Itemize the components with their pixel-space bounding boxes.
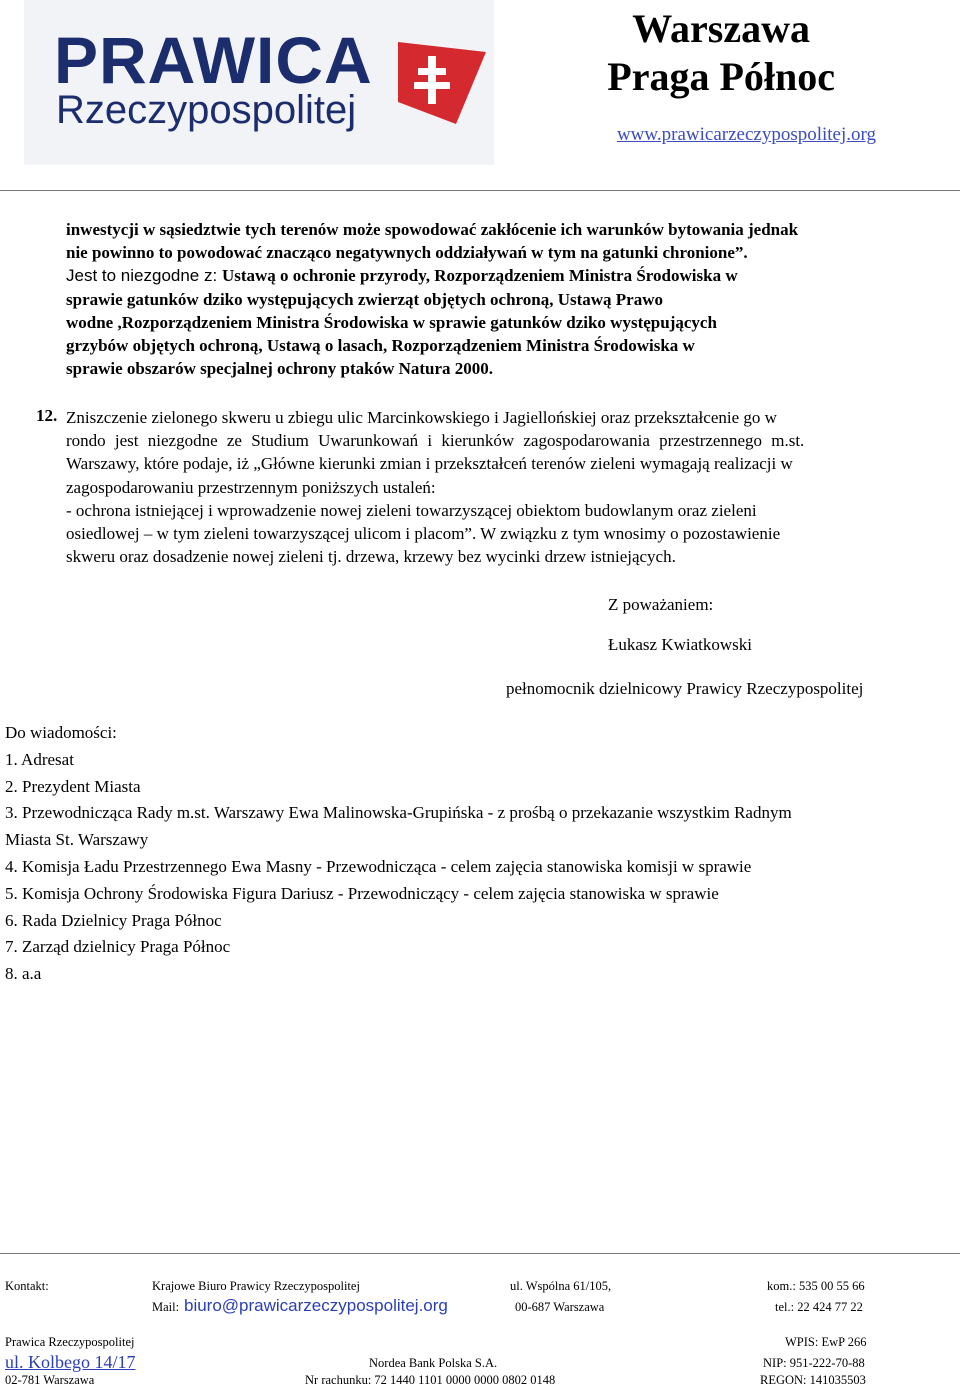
recipients-heading: Do wiadomości: — [5, 723, 117, 742]
postcode: 00-687 Warszawa — [515, 1300, 605, 1314]
bank-account: Nr rachunku: 72 1440 1101 0000 0000 0802 0148 — [305, 1373, 556, 1387]
address-link[interactable]: ul. Kolbego 14/17 — [5, 1352, 136, 1372]
text-line: inwestycji w sąsiedztwie tych terenów może spowodować zakłócenie ich warunków bytowania jednak — [66, 220, 799, 239]
list-item: 6. Rada Dzielnicy Praga Północ — [5, 910, 222, 930]
list-item: 2. Prezydent Miasta — [5, 776, 141, 796]
street-address: ul. Wspólna 61/105, — [510, 1279, 612, 1293]
footer-divider — [0, 1253, 960, 1254]
text-line: sprawie obszarów specjalnej ochrony ptaków Natura 2000. — [66, 359, 494, 379]
text-line: sprawie gatunków dziko występujących zwierząt objętych ochroną, Ustawą Prawo — [66, 289, 664, 309]
signer-name: Łukasz Kwiatkowski — [608, 635, 753, 654]
text-line: zagospodarowaniu przestrzennym poniższych ustaleń: — [66, 477, 436, 497]
nip-number: NIP: 951-222-70-88 — [763, 1356, 865, 1370]
party-logo — [24, 0, 494, 165]
recipients-list — [5, 720, 792, 988]
list-item: 4. Komisja Ładu Przestrzennego Ewa Masny - Przewodnicząca - celem zajęcia stanowiska komisji w sprawie — [5, 856, 752, 876]
list-item: Miasta St. Warszawy — [5, 830, 149, 850]
office-name: Krajowe Biuro Prawicy Rzeczypospolitej — [152, 1279, 360, 1293]
regon-number: REGON: 141035503 — [760, 1373, 866, 1387]
text-line: skweru oraz dosadzenie nowej zieleni tj. drzewa, krzewy bez wycinki drzew istniejących. — [66, 547, 676, 567]
list-item: 1. Adresat — [5, 749, 74, 769]
text-line: Zniszczenie zielonego skweru u zbiegu ulic Marcinkowskiego i Jagiellońskiej oraz przekształcenie go w — [66, 408, 777, 427]
text-line: nie powinno to powodować znacząco negatywnych oddziaływań w tym na gatunki chronione”. — [66, 243, 748, 263]
item-12-text — [66, 406, 956, 568]
logo-title: PRAWICA — [54, 23, 373, 97]
registry-entry: WPIS: EwP 266 — [785, 1335, 867, 1349]
list-item: 3. Przewodnicząca Rady m.st. Warszawy Ewa Malinowska-Grupińska - z prośbą o przekazanie wszystkim Radnym — [5, 803, 792, 823]
text-line: - ochrona istniejącej i wprowadzenie nowej zieleni towarzyszącej obiektom budowlanym oraz zieleni — [66, 500, 757, 520]
text-fragment: Jest to niezgodne z: — [66, 266, 222, 286]
item-number: 12. — [36, 406, 58, 425]
list-item: 8. a.a — [5, 964, 42, 984]
mail-label: Mail: — [152, 1300, 180, 1314]
list-item: 7. Zarząd dzielnicy Praga Północ — [5, 937, 231, 957]
mobile-number: kom.: 535 00 55 66 — [767, 1279, 865, 1293]
logo-subtitle: Rzeczypospolitej — [56, 88, 357, 132]
text-line: Warszawy, które podaje, iż „Główne kierunki zmian i przekształceń terenów zieleni wymagają realizacji w — [66, 454, 793, 474]
text-line: osiedlowej – w tym zieleni towarzyszącej ulicom i placom”. W związku z tym wnosimy o pozostawienie — [66, 524, 781, 544]
flag-cross-icon — [398, 42, 486, 124]
text-line: grzybów objętych ochroną, Ustawą o lasach, Rozporządzeniem Ministra Środowiska w — [66, 336, 695, 356]
email-link[interactable]: biuro@prawicarzeczypospolitej.org — [184, 1296, 448, 1315]
website-link[interactable]: www.prawicarzeczypospolitej.org — [616, 124, 876, 145]
list-item: 5. Komisja Ochrony Środowiska Figura Dariusz - Przewodniczący - celem zajęcia stanowiska w sprawie — [5, 883, 719, 903]
paragraph-continuation — [66, 218, 956, 380]
header-divider — [0, 190, 960, 191]
greeting: Z poważaniem: — [608, 595, 714, 614]
bank-name: Nordea Bank Polska S.A. — [369, 1356, 498, 1370]
contact-label: Kontakt: — [5, 1279, 49, 1293]
city-line2: Praga Północ — [607, 54, 835, 99]
city-line1: Warszawa — [632, 6, 811, 51]
text-line — [66, 264, 956, 287]
text-line: wodne ,Rozporządzeniem Ministra Środowiska w sprawie gatunków dziko występujących — [66, 312, 717, 332]
text-line: rondo jest niezgodne ze Studium Uwarunkowań i kierunków zagospodarowania przestrzennego m.st. — [66, 431, 805, 451]
org-name: Prawica Rzeczypospolitej — [5, 1335, 135, 1349]
phone-number: tel.: 22 424 77 22 — [775, 1300, 863, 1314]
postcode-2: 02-781 Warszawa — [5, 1373, 95, 1387]
city-title — [607, 5, 835, 101]
text-fragment: Ustawą o ochronie przyrody, Rozporządzeniem Ministra Środowiska w — [221, 266, 738, 286]
signer-role: pełnomocnik dzielnicowy Prawicy Rzeczypospolitej — [506, 679, 864, 698]
